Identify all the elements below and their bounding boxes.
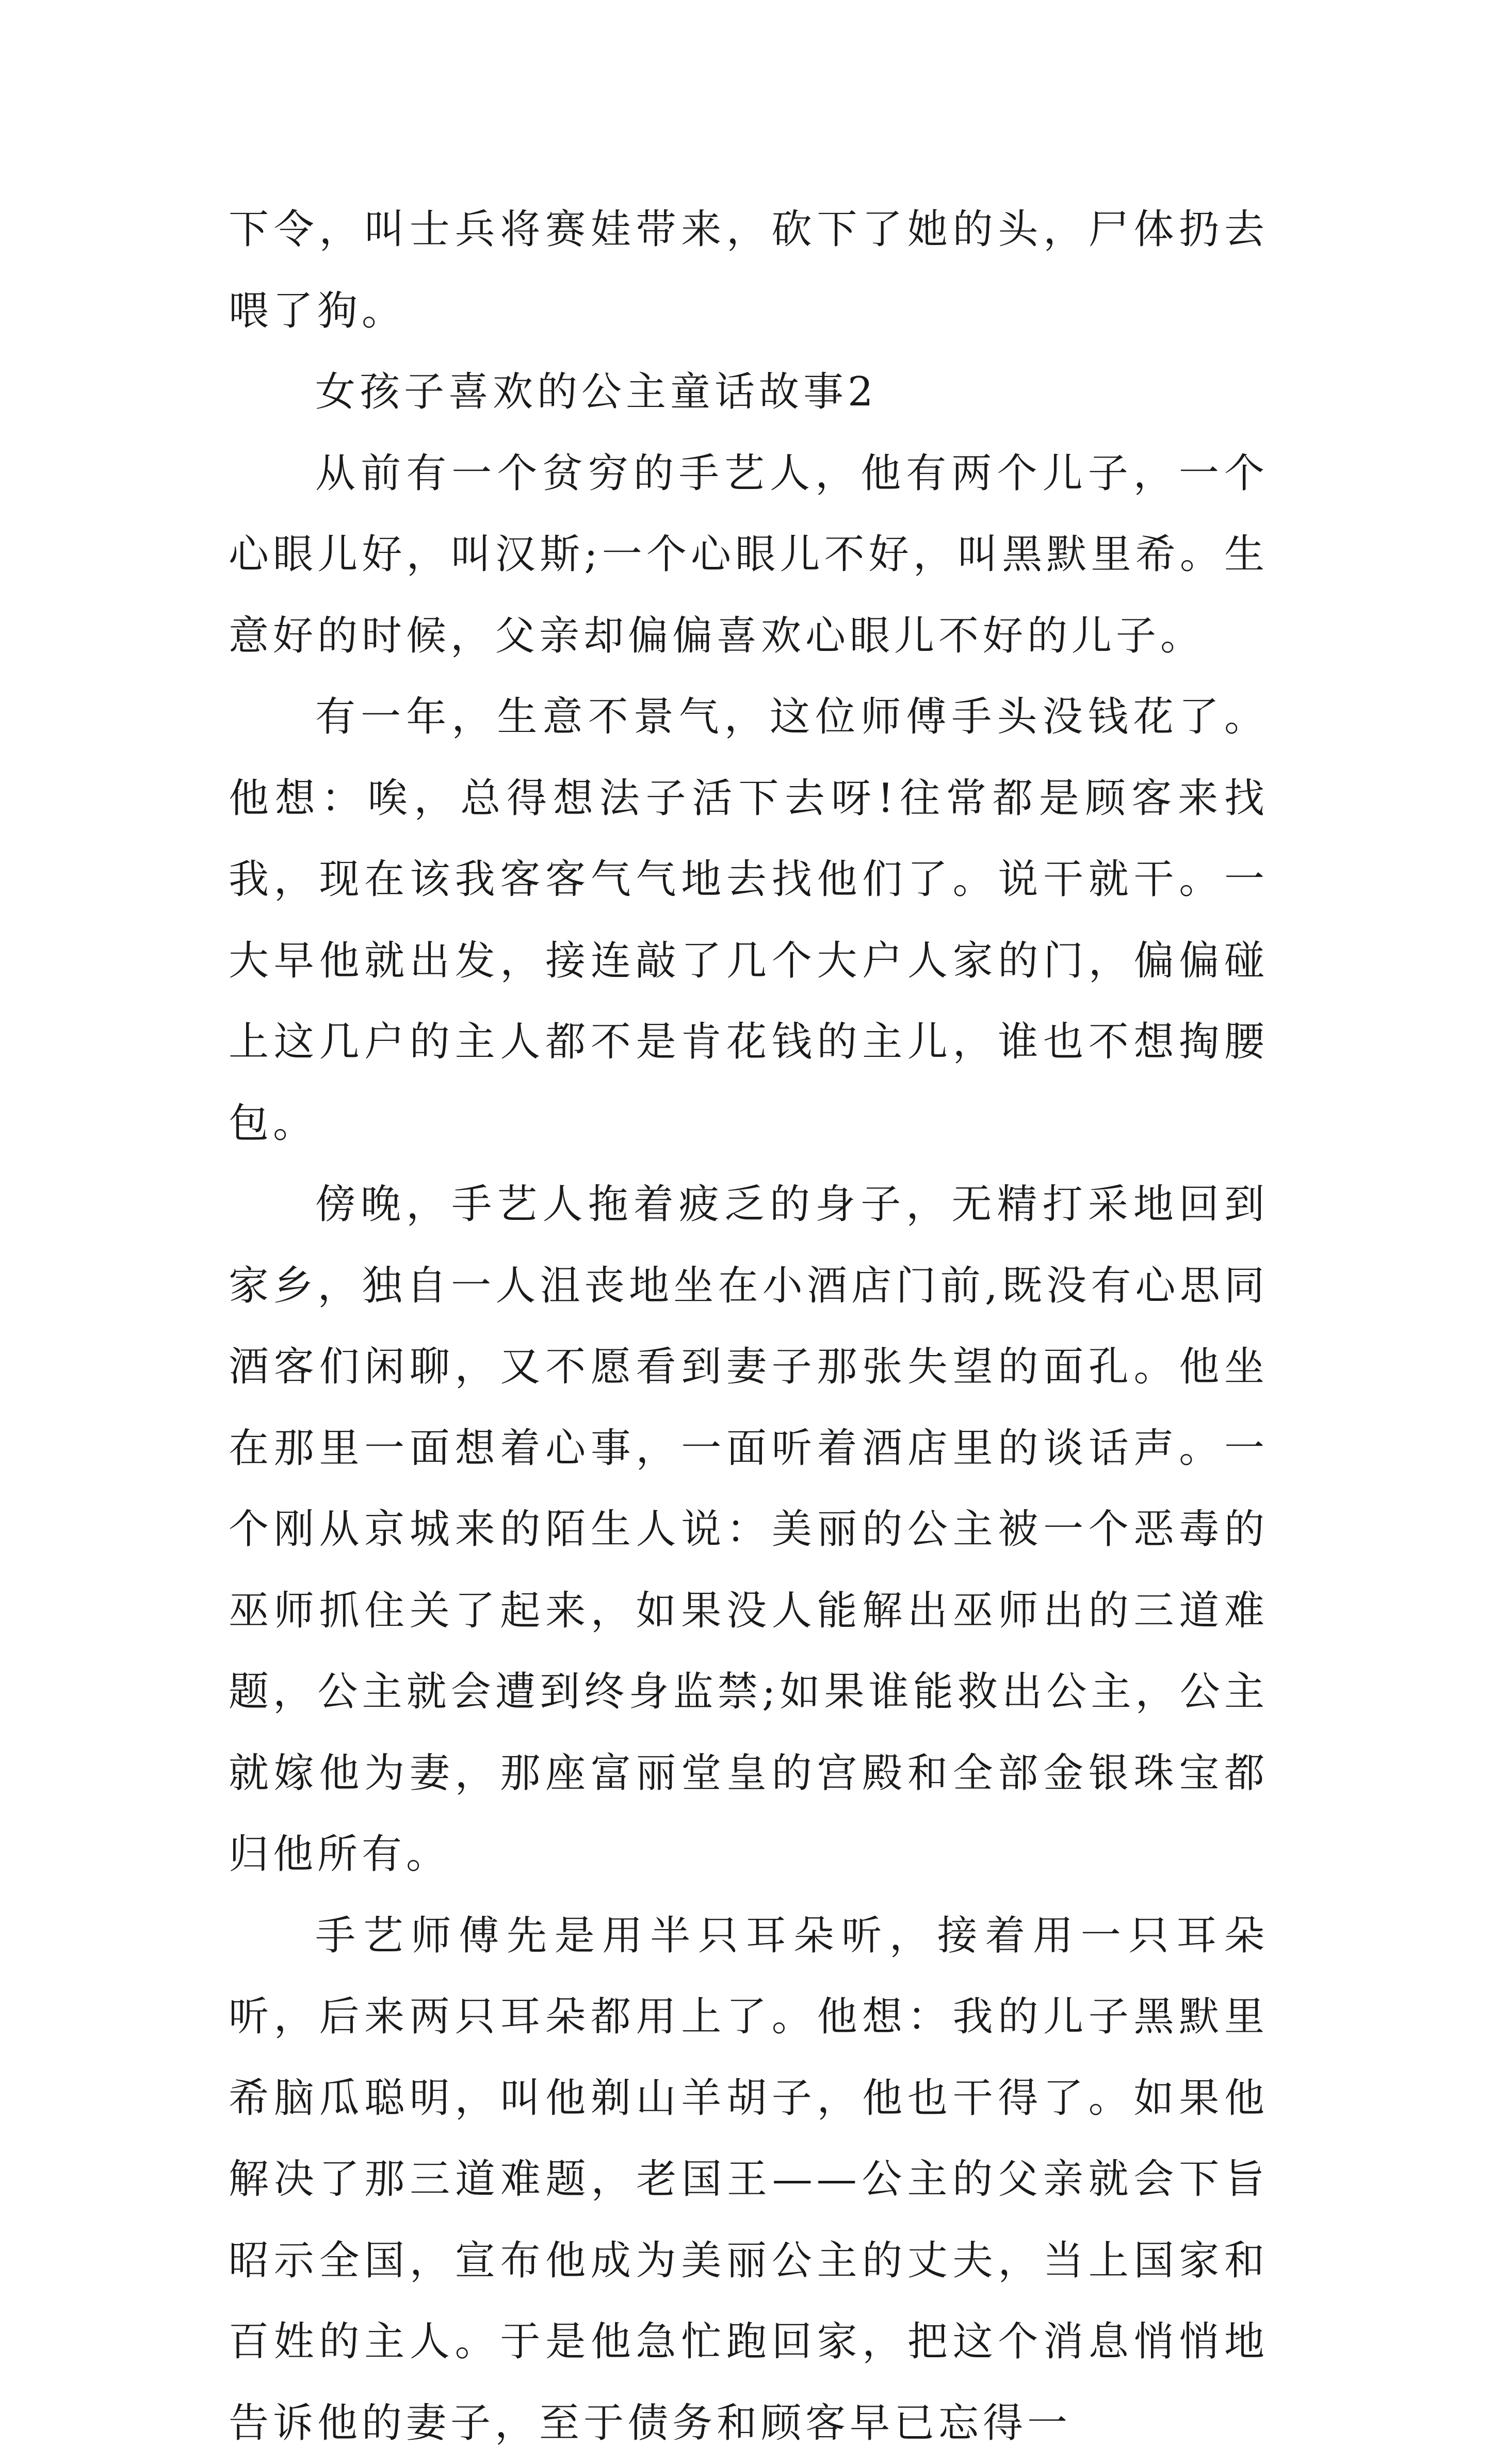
story-title: 女孩子喜欢的公主童话故事2 [229, 352, 1269, 433]
paragraph: 从前有一个贫穷的手艺人，他有两个儿子，一个心眼儿好，叫汉斯;一个心眼儿不好，叫黑默里希。生意好的时候，父亲却偏偏喜欢心眼儿不好的儿子。 [229, 433, 1269, 677]
paragraph: 傍晚，手艺人拖着疲乏的身子，无精打采地回到家乡，独自一人沮丧地坐在小酒店门前,既没有心思同酒客们闲聊，又不愿看到妻子那张失望的面孔。他坐在那里一面想着心事，一面听着酒店里的谈话声。一个刚从京城来的陌生人说：美丽的公主被一个恶毒的巫师抓住关了起来，如果没人能解出巫师出的三道难题，公主就会遭到终身监禁;如果谁能救出公主，公主就嫁他为妻，那座富丽堂皇的宫殿和全部金银珠宝都归他所有。 [229, 1164, 1269, 1896]
paragraph-continuation: 下令，叫士兵将赛娃带来，砍下了她的头，尸体扔去喂了狗。 [229, 189, 1269, 352]
paragraph: 手艺师傅先是用半只耳朵听，接着用一只耳朵听，后来两只耳朵都用上了。他想：我的儿子黑默里希脑瓜聪明，叫他剃山羊胡子，他也干得了。如果他解决了那三道难题，老国王——公主的父亲就会下旨昭示全国，宣布他成为美丽公主的丈夫，当上国家和百姓的主人。于是他急忙跑回家，把这个消息悄悄地告诉他的妻子，至于债务和顾客早已忘得一 [229, 1896, 1269, 2464]
paragraph: 有一年，生意不景气，这位师傅手头没钱花了。他想：唉，总得想法子活下去呀!往常都是顾客来找我，现在该我客客气气地去找他们了。说干就干。一大早他就出发，接连敲了几个大户人家的门，偏偏碰上这几户的主人都不是肯花钱的主儿，谁也不想掏腰包。 [229, 677, 1269, 1164]
story-text [229, 189, 1269, 2464]
